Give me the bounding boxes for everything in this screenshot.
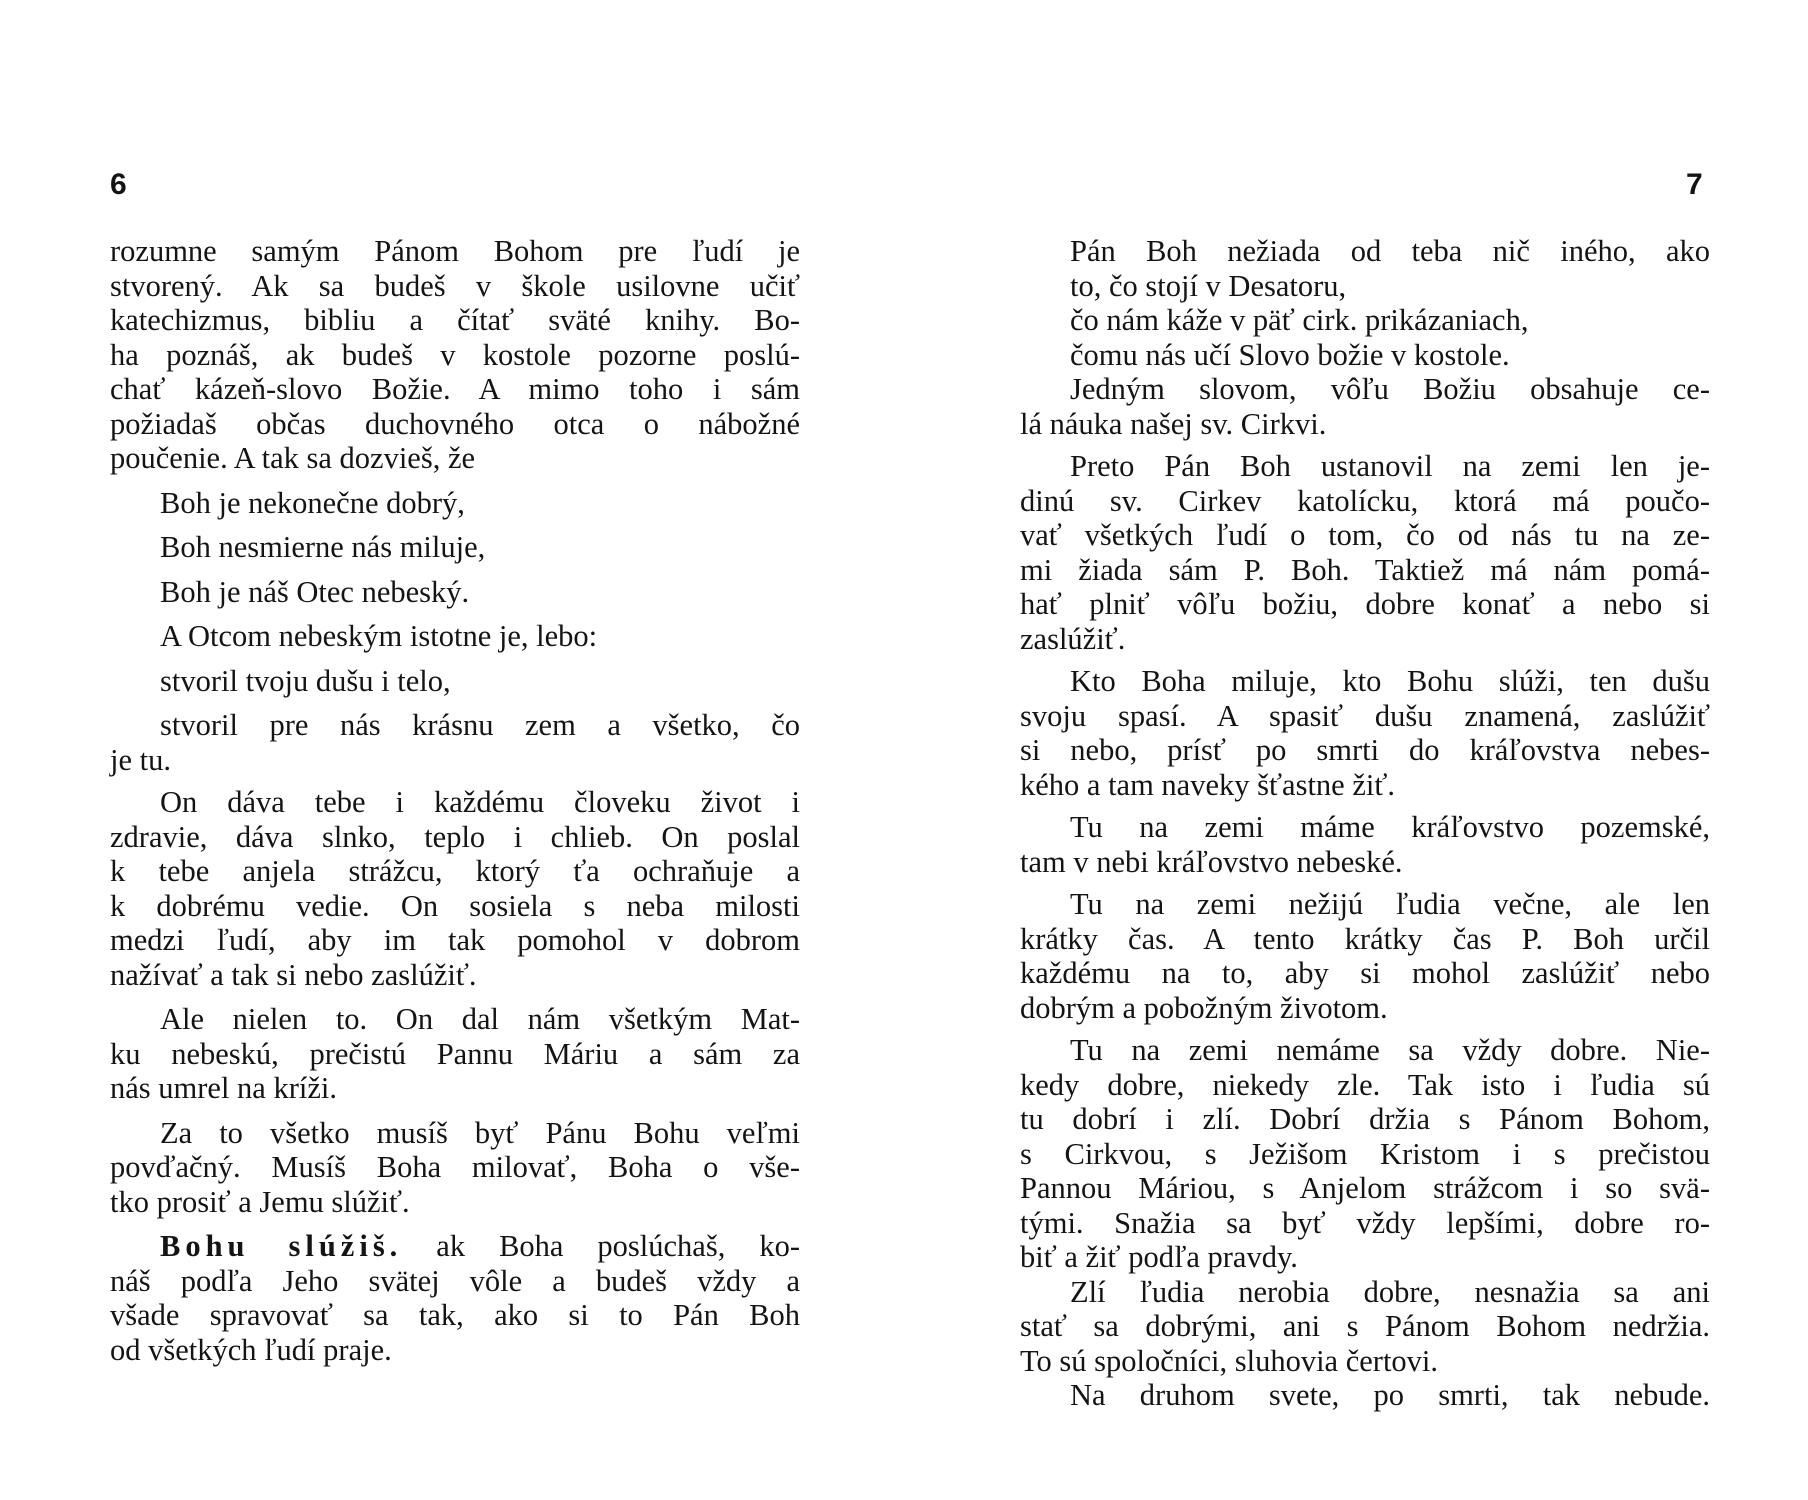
paragraph-start: Na druhom svete, po smrti, tak nebude. (1070, 1378, 1710, 1412)
text-line: si nebo, prísť po smrti do kráľovstva nebes- (1020, 733, 1710, 767)
verse-line: A Otcom nebeským istotne je, lebo: (160, 619, 598, 653)
text-line: s Cirkvou, s Ježišom Kristom i s prečistou (1020, 1136, 1710, 1171)
paragraph-start: Preto Pán Boh ustanovil na zemi len je- (1070, 449, 1710, 483)
text-line: kého a tam naveky šťastne žiť. (1020, 767, 1395, 802)
text-line: zdravie, dáva slnko, teplo i chlieb. On poslal (110, 819, 800, 854)
paragraph-start: Ale nielen to. On dal nám všetkým Mat- (160, 1002, 800, 1036)
text-line: stať sa dobrými, ani s Pánom Bohom nedržia. (1020, 1309, 1710, 1343)
paragraph-start: On dáva tebe i každému človeku život i (160, 785, 800, 819)
paragraph-start: Tu na zemi nežijú ľudia večne, ale len (1070, 887, 1710, 921)
text-line: ku nebeskú, prečistú Pannu Máriu a sám za (110, 1036, 800, 1071)
text-line: ha poznáš, ak budeš v kostole pozorne poslú- (110, 337, 800, 372)
text-line: zaslúžiť. (1020, 621, 1126, 656)
text-line: tam v nebi kráľovstvo nebeské. (1020, 844, 1403, 879)
text-line: náš podľa Jeho svätej vôle a budeš vždy a (110, 1263, 800, 1298)
text-line: je tu. (110, 742, 171, 777)
text-line: každému na to, aby si mohol zaslúžiť nebo (1020, 956, 1710, 990)
text-line: dinú sv. Cirkev katolícku, ktorá má poučo- (1020, 483, 1710, 518)
text-line: poučenie. A tak sa dozvieš, že (110, 441, 476, 475)
text-line: k dobrému vedie. On sosiela s neba milosti (110, 888, 800, 923)
page-number-left: 6 (110, 168, 127, 201)
verse-line: Boh je nekonečne dobrý, (160, 485, 465, 520)
text-line: chať kázeň-slovo Božie. A mimo toho i sám (110, 372, 800, 406)
emphasis-spaced: Bohu slúžiš. (160, 1229, 403, 1263)
verse-line: čomu nás učí Slovo božie v kostole. (1070, 337, 1510, 372)
text-line: lá náuka našej sv. Cirkvi. (1020, 406, 1327, 441)
text-line: všade spravovať sa tak, ako si to Pán Boh (110, 1298, 800, 1332)
text-line: svoju spasí. A spasiť dušu znamená, zaslúžiť (1020, 698, 1710, 733)
text-line: nažívať a tak si nebo zaslúžiť. (110, 957, 477, 992)
paragraph-start: Tu na zemi máme kráľovstvo pozemské, (1070, 810, 1710, 844)
text-line: povďačný. Musíš Boha milovať, Boha o vše- (110, 1150, 800, 1184)
text-line: tu dobrí i zlí. Dobrí držia s Pánom Bohom, (1020, 1102, 1710, 1136)
text-line: mi žiada sám P. Boh. Taktiež má nám pomá- (1020, 552, 1710, 587)
right-text-column (1020, 234, 1710, 1413)
verse-line: stvoril pre nás krásnu zem a všetko, čo (160, 708, 800, 742)
text-line: vať všetkých ľudí o tom, čo od nás tu na ze- (1020, 518, 1710, 552)
paragraph-start: Za to všetko musíš byť Pánu Bohu veľmi (160, 1115, 800, 1150)
left-text-column (110, 234, 800, 1367)
right-page (904, 0, 1808, 1500)
text-line: medzi ľudí, aby im tak pomohol v dobrom (110, 923, 800, 957)
text-run: ak Boha poslúchaš, ko- (436, 1229, 800, 1263)
text-line: tými. Snažia sa byť vždy lepšími, dobre ro- (1020, 1205, 1710, 1240)
text-line: stvorený. Ak sa budeš v škole usilovne učiť (110, 268, 800, 303)
paragraph-start: Pán Boh nežiada od teba nič iného, ako (1070, 234, 1710, 268)
text-line: dobrým a pobožným životom. (1020, 990, 1388, 1025)
text-line: krátky čas. A tento krátky čas P. Boh určil (1020, 921, 1710, 956)
paragraph-start: Kto Boha miluje, kto Bohu slúži, ten dušu (1070, 664, 1710, 698)
text-line: k tebe anjela strážcu, ktorý ťa ochraňuje a (110, 854, 800, 888)
verse-line: Boh je náš Otec nebeský. (160, 574, 470, 609)
verse-line: to, čo stojí v Desatoru, (1070, 268, 1347, 303)
paragraph-start (110, 1229, 800, 1264)
text-line: nás umrel na kríži. (110, 1071, 337, 1105)
text-line: katechizmus, bibliu a čítať sväté knihy. Bo- (110, 303, 800, 337)
text-line: požiadaš občas duchovného otca o nábožné (110, 406, 800, 441)
page-number-right: 7 (1686, 168, 1703, 201)
paragraph-start: Tu na zemi nemáme sa vždy dobre. Nie- (1070, 1033, 1710, 1067)
text-line: biť a žiť podľa pravdy. (1020, 1240, 1298, 1274)
paragraph-start: Jedným slovom, vôľu Božiu obsahuje ce- (1070, 372, 1710, 406)
text-line: Pannou Máriou, s Anjelom strážcom i so svä- (1020, 1171, 1710, 1205)
text-line: kedy dobre, niekedy zle. Tak isto i ľudia sú (1020, 1067, 1710, 1102)
text-line: od všetkých ľudí praje. (110, 1332, 392, 1367)
text-line: To sú spoločníci, sluhovia čertovi. (1020, 1343, 1439, 1378)
text-line: hať plniť vôľu božiu, dobre konať a nebo si (1020, 587, 1710, 621)
verse-line: stvoril tvoju dušu i telo, (160, 663, 451, 698)
text-line: rozumne samým Pánom Bohom pre ľudí je (110, 234, 800, 268)
paragraph-start: Zlí ľudia nerobia dobre, nesnažia sa ani (1070, 1274, 1710, 1309)
text-line: tko prosiť a Jemu slúžiť. (110, 1184, 410, 1219)
verse-line: Boh nesmierne nás miluje, (160, 530, 486, 564)
verse-line: čo nám káže v päť cirk. prikázaniach, (1070, 303, 1529, 337)
